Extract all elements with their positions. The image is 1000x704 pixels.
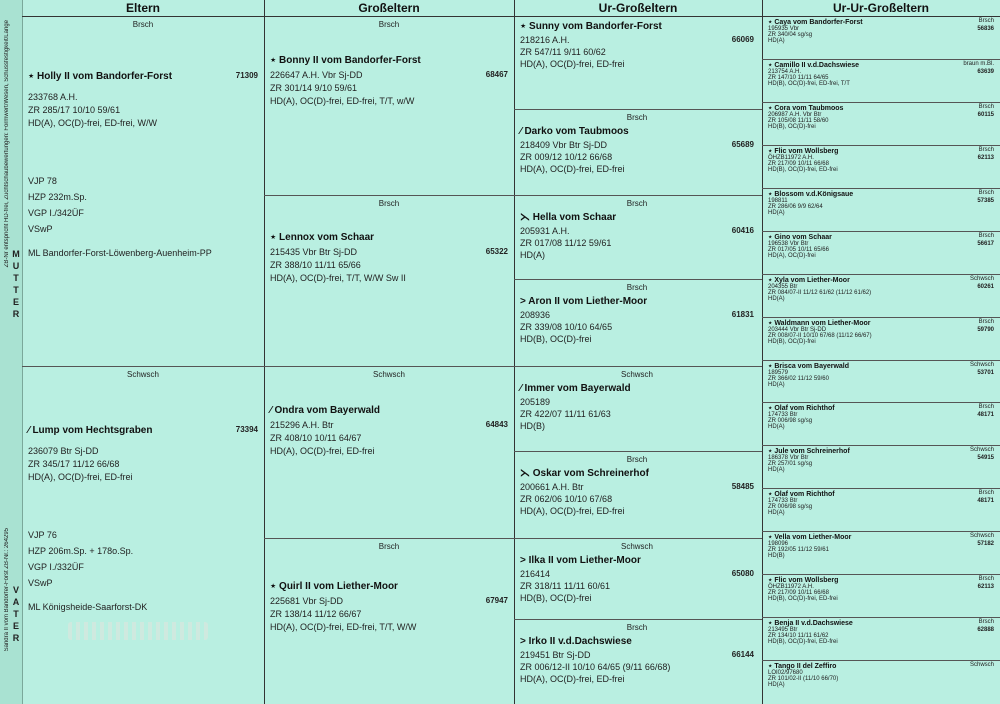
grandparent-color: Brsch — [378, 199, 400, 208]
gggp-zr: ZR 084/07-II 11/12 61/62 (11/12 61/62) — [768, 289, 872, 296]
gggp-color: Brsch — [978, 619, 994, 626]
side-margin — [0, 0, 23, 704]
father-ml: ML Königsheide-Saarforst-DK — [28, 602, 148, 612]
gggp-zr: ZR 006/98 sg/sg — [768, 418, 813, 425]
father-name: ⁄ Lump vom Hechtsgraben — [28, 425, 153, 436]
ggp-reg-row — [520, 226, 754, 236]
gggp-reg: 174733 Btr — [768, 412, 798, 419]
gggp-name: ⋆ Flic vom Wollsberg — [768, 147, 839, 155]
gggp-zr: ZR 008/07-II 10/10 67/68 (11/12 66/67) — [768, 332, 872, 339]
gggp-top-row — [768, 233, 994, 241]
gggp-color: Brsch — [978, 189, 994, 196]
gggp-health: HD(A) — [768, 209, 785, 216]
gggp-zr: ZR 286/06 9/9 62/64 — [768, 203, 823, 210]
father-vswp: VSwP — [28, 578, 53, 588]
gggp-health: HD(A) — [768, 424, 785, 431]
embossed-stamp — [68, 622, 208, 640]
gggp-color: Brsch — [978, 490, 994, 497]
grandparent-cell — [264, 17, 514, 196]
gggp-health: HD(A) — [768, 381, 785, 388]
ggp-reg: 200661 A.H. Btr — [520, 482, 584, 492]
side-note-bottom: Sandra II vom Bandorfer-Forst ZB-Nr.: 264295 — [4, 528, 10, 652]
header-parents: Eltern — [22, 0, 264, 17]
gggp-number: 56836 — [977, 26, 994, 32]
grandparent-zr: ZR 388/10 11/11 65/66 — [270, 260, 361, 270]
gggp-health: HD(A) — [768, 467, 785, 474]
gggp-zr: ZR 101/02-II (11/10 66/70) — [768, 676, 839, 683]
gggp-name: ⋆ Cora vom Taubmoos — [768, 104, 844, 112]
father-reg: 236079 Btr Sj-DD — [28, 446, 99, 456]
gggp-number: 62113 — [977, 584, 994, 591]
gggp-reg: 186378 Vbr Btr — [768, 455, 809, 462]
gggp-reg: ÖHZB11972 A.H. — [768, 584, 814, 591]
gg-grandparent-cell — [762, 532, 1000, 575]
gggp-zr: ZR 006/98 sg/sg — [768, 504, 813, 511]
ggp-zr: ZR 339/08 10/10 64/65 — [520, 322, 613, 332]
column-parents — [22, 0, 265, 704]
gggp-number: 62888 — [977, 627, 994, 634]
ggp-reg-row — [520, 569, 754, 579]
ggp-name: > Irko II v.d.Dachswiese — [520, 636, 632, 647]
column-grandparents — [264, 0, 515, 704]
gggp-reg: 203444 Vbr Btr Sj-DD — [768, 326, 827, 333]
father-color: Schwsch — [126, 370, 159, 379]
grandparent-cell — [264, 539, 514, 704]
gggp-zr: ZR 017/05 10/11 65/66 — [768, 246, 829, 253]
gggp-name: ⋆ Xyla vom Liether-Moor — [768, 276, 850, 284]
gggp-health: HD(A) — [768, 38, 785, 44]
gg-grandparent-cell — [762, 361, 1000, 404]
gggp-zr: ZR 366/02 11/12 59/60 — [768, 375, 829, 382]
ggp-color: Brsch — [626, 455, 648, 464]
gggp-health: HD(B), OC(D)-frei, ED-frei — [768, 639, 838, 646]
gggp-number: 53701 — [977, 369, 994, 376]
gggp-health: HD(A) — [768, 295, 785, 302]
grandparent-color: Schwsch — [372, 370, 405, 379]
gg-grandparent-cell — [762, 189, 1000, 232]
grandparent-reg: 226647 A.H. Vbr Sj-DD — [270, 70, 363, 80]
ggp-name: ⋋ Oskar vom Schreinerhof — [520, 468, 649, 479]
gggp-color: Schwsch — [969, 447, 994, 454]
gggp-color: Brsch — [978, 232, 994, 239]
grandparent-zr: ZR 408/10 10/11 64/67 — [270, 433, 362, 443]
ggp-reg-row — [520, 310, 754, 320]
father-vgp: VGP I./332ÜF — [28, 562, 84, 572]
gggp-color: Schwsch — [969, 662, 994, 669]
grandparent-zr: ZR 301/14 9/10 59/61 — [270, 83, 358, 93]
gggp-reg: 196538 Vbr Btr — [768, 240, 809, 247]
ggp-number: 65080 — [731, 569, 754, 578]
mutter-label: MUTTER — [12, 249, 20, 319]
father-vjp: VJP 76 — [28, 530, 57, 540]
gggp-health: HD(A) — [768, 510, 785, 517]
gggp-top-row — [768, 619, 994, 627]
gggp-number: 63639 — [977, 68, 994, 75]
gggp-number: 60115 — [977, 111, 994, 118]
grandparent-zr: ZR 138/14 11/12 66/67 — [270, 609, 362, 619]
gggp-number: 57182 — [977, 541, 994, 548]
gg-grandparent-cell — [762, 146, 1000, 189]
gggp-top-row — [768, 147, 994, 155]
gggp-top-row — [768, 104, 994, 112]
gggp-top-row — [768, 276, 994, 284]
grandparent-number: 64843 — [485, 420, 508, 429]
mother-hzp: HZP 232m.Sp. — [28, 192, 87, 202]
gggp-health: HD(B), OC(D)-frei — [768, 338, 816, 345]
gggp-color: Brsch — [978, 404, 994, 411]
gggp-top-row — [768, 533, 994, 541]
gggp-name: ⋆ Brisca vom Bayerwald — [768, 362, 850, 370]
gggp-health: HD(B), OC(D)-frei, ED-frei, T/T — [768, 80, 850, 87]
great-grandparent-cell — [514, 280, 762, 367]
gggp-top-row — [768, 362, 994, 370]
grandparent-health: HD(A), OC(D)-frei, T/T, W/W Sw II — [270, 273, 406, 283]
ggp-reg: 218216 A.H. — [520, 35, 570, 45]
gggp-top-row — [768, 662, 994, 670]
gg-grandparent-cell — [762, 446, 1000, 489]
ggp-name: > Aron II vom Liether-Moor — [520, 296, 648, 307]
gg-grandparent-cell — [762, 318, 1000, 361]
father-number: 73394 — [235, 425, 258, 434]
gggp-top-row — [768, 490, 994, 498]
gggp-top-row — [768, 319, 994, 327]
ggp-health: HD(A) — [520, 250, 545, 260]
gggp-name: ⋆ Benja II v.d.Dachswiese — [768, 620, 853, 628]
ggp-number: 58485 — [731, 482, 754, 491]
gggp-reg: 213495 Btr — [768, 627, 798, 634]
grandparent-reg-row — [270, 596, 508, 606]
ggp-health: HD(A), OC(D)-frei, ED-frei — [520, 164, 625, 174]
gggp-reg: ÖHZB11972 A.H. — [768, 154, 814, 161]
gggp-number: 59790 — [977, 326, 994, 333]
gggp-name: ⋆ Blossom v.d.Königsaue — [768, 190, 854, 198]
ggp-health: HD(A), OC(D)-frei, ED-frei — [520, 59, 625, 69]
ggp-health: HD(A), OC(D)-frei, ED-frei — [520, 506, 625, 516]
gggp-zr: ZR 257/01 sg/sg — [768, 461, 813, 468]
gggp-name: ⋆ Olaf vom Richthof — [768, 491, 835, 499]
gg-grandparent-cell — [762, 403, 1000, 446]
gggp-zr: ZR 340/04 sg/sg — [768, 32, 813, 38]
gggp-zr: ZR 134/10 11/11 61/62 — [768, 633, 829, 640]
mother-header — [28, 71, 258, 82]
gggp-health: HD(A) — [768, 682, 785, 689]
ggp-name: ⁄ Immer vom Bayerwald — [520, 383, 631, 394]
ggp-number: 60416 — [731, 226, 754, 235]
grandparent-reg-row — [270, 70, 508, 80]
gggp-color: Schwsch — [969, 533, 994, 540]
ggp-zr: ZR 547/11 9/11 60/62 — [520, 47, 606, 57]
mother-reg: 233768 A.H. — [28, 92, 78, 102]
grandparent-number: 68467 — [485, 70, 508, 79]
grandparent-reg: 215435 Vbr Btr Sj-DD — [270, 247, 358, 257]
grandparent-name: ⁄ Ondra vom Bayerwald — [270, 405, 381, 416]
gggp-name: ⋆ Vella vom Liether-Moor — [768, 534, 852, 542]
grandparent-color: Brsch — [378, 542, 400, 551]
gggp-top-row — [768, 447, 994, 455]
ggp-number: 65689 — [731, 140, 754, 149]
gggp-name: ⋆ Olaf vom Richthof — [768, 405, 835, 413]
gggp-reg: 198096 — [768, 541, 789, 548]
side-note: ZB-Nr entspricht HD-frei, Zuchtschaubewertungen: Formwert/Wesen, Schussfestigkeit/Lange — [4, 20, 10, 268]
gggp-top-row — [768, 18, 994, 26]
gg-grandparent-cell — [762, 575, 1000, 618]
father-hzp: HZP 206m.Sp. + 178o.Sp. — [28, 546, 134, 556]
gggp-health: HD(B), OC(D)-frei — [768, 123, 816, 130]
ggp-name: > Ilka II vom Liether-Moor — [520, 555, 641, 566]
gggp-zr: ZR 217/09 10/11 66/68 — [768, 160, 829, 167]
header-grandparents: Großeltern — [264, 0, 514, 17]
ggp-zr: ZR 017/08 11/12 59/61 — [520, 238, 612, 248]
gg-grandparent-cell — [762, 103, 1000, 146]
grandparent-cell — [264, 196, 514, 367]
gggp-color: Brsch — [978, 18, 994, 24]
mother-color: Brsch — [132, 20, 154, 29]
ggp-health: HD(B), OC(D)-frei — [520, 334, 592, 344]
gggp-color: Schwsch — [969, 275, 994, 282]
ggp-reg: 218409 Vbr Btr Sj-DD — [520, 140, 608, 150]
gggp-health: HD(B), OC(D)-frei, ED-frei — [768, 596, 838, 603]
ggp-reg-row — [520, 35, 754, 45]
gggp-name: ⋆ Camillo II v.d.Dachswiese — [768, 61, 860, 69]
ggp-reg-row — [520, 482, 754, 492]
ggp-reg: 208936 — [520, 310, 551, 320]
ggp-zr: ZR 006/12-II 10/10 64/65 (9/11 66/68) — [520, 662, 671, 672]
gggp-reg: LOI02/97680 — [768, 670, 803, 677]
great-grandparent-cell — [514, 110, 762, 196]
ggp-reg-row — [520, 397, 754, 407]
grandparent-reg-row — [270, 420, 508, 430]
gggp-top-row — [768, 404, 994, 412]
ggp-reg: 219451 Btr Sj-DD — [520, 650, 591, 660]
grandparent-name: ⋆ Bonny II vom Bandorfer-Forst — [270, 55, 421, 66]
mother-vgp: VGP I./342ÜF — [28, 208, 84, 218]
father-header — [28, 425, 258, 436]
gggp-number: 48171 — [977, 412, 994, 419]
gggp-zr: ZR 147/10 11/11 64/65 — [768, 74, 829, 81]
ggp-health: HD(A), OC(D)-frei, ED-frei — [520, 674, 625, 684]
gg-grandparent-cell — [762, 232, 1000, 275]
gggp-health: HD(B), OC(D)-frei, ED-frei — [768, 166, 838, 173]
gggp-health: HD(A), OC(D)-frei — [768, 252, 816, 259]
mother-cell — [22, 17, 264, 367]
gg-grandparent-cell — [762, 17, 1000, 60]
ggp-color: Schwsch — [620, 370, 653, 379]
gggp-reg: 213754 A.H. — [768, 68, 802, 75]
mother-name: ⋆ Holly II vom Bandorfer-Forst — [28, 71, 173, 82]
ggp-reg: 216414 — [520, 569, 551, 579]
ggp-reg: 205189 — [520, 397, 551, 407]
ggp-color: Brsch — [626, 283, 648, 292]
grandparent-reg-row — [270, 247, 508, 257]
ggp-number: 61831 — [731, 310, 754, 319]
vater-label: VATER — [12, 585, 20, 643]
gggp-reg: 198811 — [768, 197, 788, 204]
ggp-reg-row — [520, 140, 754, 150]
grandparent-number: 65322 — [485, 247, 508, 256]
ggp-color: Brsch — [626, 113, 648, 122]
mother-vjp: VJP 78 — [28, 176, 57, 186]
great-grandparent-cell — [514, 196, 762, 280]
great-grandparent-cell — [514, 17, 762, 110]
grandparent-health: HD(A), OC(D)-frei, ED-frei, T/T, w/W — [270, 96, 415, 106]
ggp-zr: ZR 009/12 10/12 66/68 — [520, 152, 613, 162]
great-grandparent-cell — [514, 452, 762, 539]
gggp-reg: 206987 A.H. Vbr Btr — [768, 111, 822, 118]
great-grandparent-cell — [514, 367, 762, 452]
gggp-number: 57385 — [977, 197, 994, 204]
ggp-color: Brsch — [626, 623, 648, 632]
grandparent-number: 67947 — [485, 596, 508, 605]
gggp-reg: 189579 — [768, 369, 789, 376]
grandparent-health: HD(A), OC(D)-frei, ED-frei, T/T, W/W — [270, 622, 417, 632]
gg-grandparent-cell — [762, 275, 1000, 318]
ggp-zr: ZR 062/06 10/10 67/68 — [520, 494, 613, 504]
gggp-color: Brsch — [978, 103, 994, 110]
gggp-number: 48171 — [977, 498, 994, 505]
gggp-zr: ZR 217/09 10/11 66/68 — [768, 590, 829, 597]
grandparent-name: ⋆ Lennox vom Schaar — [270, 232, 375, 243]
great-grandparent-cell — [514, 539, 762, 620]
ggp-name: ⋆ Sunny vom Bandorfer-Forst — [520, 21, 662, 32]
gggp-zr: ZR 105/08 11/11 58/60 — [768, 117, 829, 124]
ggp-zr: ZR 318/11 11/11 60/61 — [520, 581, 611, 591]
mother-vswp: VSwP — [28, 224, 53, 234]
gggp-color: Brsch — [978, 146, 994, 153]
gggp-name: ⋆ Flic vom Wollsberg — [768, 577, 839, 585]
gggp-name: ⋆ Caya vom Bandorfer-Forst — [768, 19, 863, 26]
gggp-name: ⋆ Waldmann vom Liether-Moor — [768, 319, 871, 327]
gggp-reg: 195935 Vbr — [768, 26, 800, 32]
gggp-name: ⋆ Tango II del Zeffiro — [768, 663, 837, 671]
grandparent-health: HD(A), OC(D)-frei, ED-frei — [270, 446, 375, 456]
grandparent-reg: 215296 A.H. Btr — [270, 420, 334, 430]
header-gg-grandparents: Ur-Ur-Großeltern — [762, 0, 1000, 17]
gggp-number: 60261 — [977, 283, 994, 290]
grandparent-reg: 225681 Vbr Sj-DD — [270, 596, 344, 606]
gggp-color: Schwsch — [969, 361, 994, 368]
gggp-color: Brsch — [978, 576, 994, 583]
gggp-reg: 204355 Btr — [768, 283, 798, 290]
ggp-number: 66144 — [731, 650, 754, 659]
gggp-number: 56617 — [977, 240, 994, 247]
gg-grandparent-cell — [762, 60, 1000, 103]
mother-number: 71309 — [235, 71, 258, 80]
gggp-reg: 174733 Btr — [768, 498, 798, 505]
gggp-top-row — [768, 576, 994, 584]
gggp-number: 54915 — [977, 455, 994, 462]
gg-grandparent-cell — [762, 489, 1000, 532]
father-cell — [22, 367, 264, 704]
ggp-color: Schwsch — [620, 542, 653, 551]
ggp-color: Brsch — [626, 199, 648, 208]
ggp-number: 66069 — [731, 35, 754, 44]
ggp-reg-row — [520, 650, 754, 660]
gggp-zr: ZR 192/05 11/12 59/61 — [768, 547, 829, 554]
mother-ml: ML Bandorfer-Forst-Löwenberg-Auenheim-PP — [28, 248, 212, 258]
ggp-name: ⋋ Hella vom Schaar — [520, 212, 617, 223]
gggp-name: ⋆ Jule vom Schreinerhof — [768, 448, 850, 456]
header-great-grandparents: Ur-Großeltern — [514, 0, 762, 17]
grandparent-name: ⋆ Quirl II vom Liether-Moor — [270, 581, 398, 592]
father-health: HD(A), OC(D)-frei, ED-frei — [28, 472, 133, 482]
mother-health: HD(A), OC(D)-frei, ED-frei, W/W — [28, 118, 157, 128]
gggp-top-row — [768, 190, 994, 198]
gggp-number: 62113 — [977, 154, 994, 161]
grandparent-cell — [264, 367, 514, 539]
gggp-color: braun m.Bl. — [963, 60, 994, 67]
ggp-health: HD(B), OC(D)-frei — [520, 593, 592, 603]
ggp-health: HD(B) — [520, 421, 545, 431]
father-zr: ZR 345/17 11/12 66/68 — [28, 459, 120, 469]
gggp-health: HD(B) — [768, 553, 785, 560]
gggp-top-row — [768, 61, 994, 69]
mother-zr: ZR 285/17 10/10 59/61 — [28, 105, 121, 115]
great-grandparent-cell — [514, 620, 762, 704]
gg-grandparent-cell — [762, 618, 1000, 661]
gggp-name: ⋆ Gino vom Schaar — [768, 233, 832, 241]
gggp-color: Brsch — [978, 318, 994, 325]
ggp-name: ⁄ Darko vom Taubmoos — [520, 126, 629, 137]
ggp-reg: 205931 A.H. — [520, 226, 570, 236]
ggp-zr: ZR 422/07 11/11 61/63 — [520, 409, 611, 419]
gg-grandparent-cell — [762, 661, 1000, 704]
grandparent-color: Brsch — [378, 20, 400, 29]
